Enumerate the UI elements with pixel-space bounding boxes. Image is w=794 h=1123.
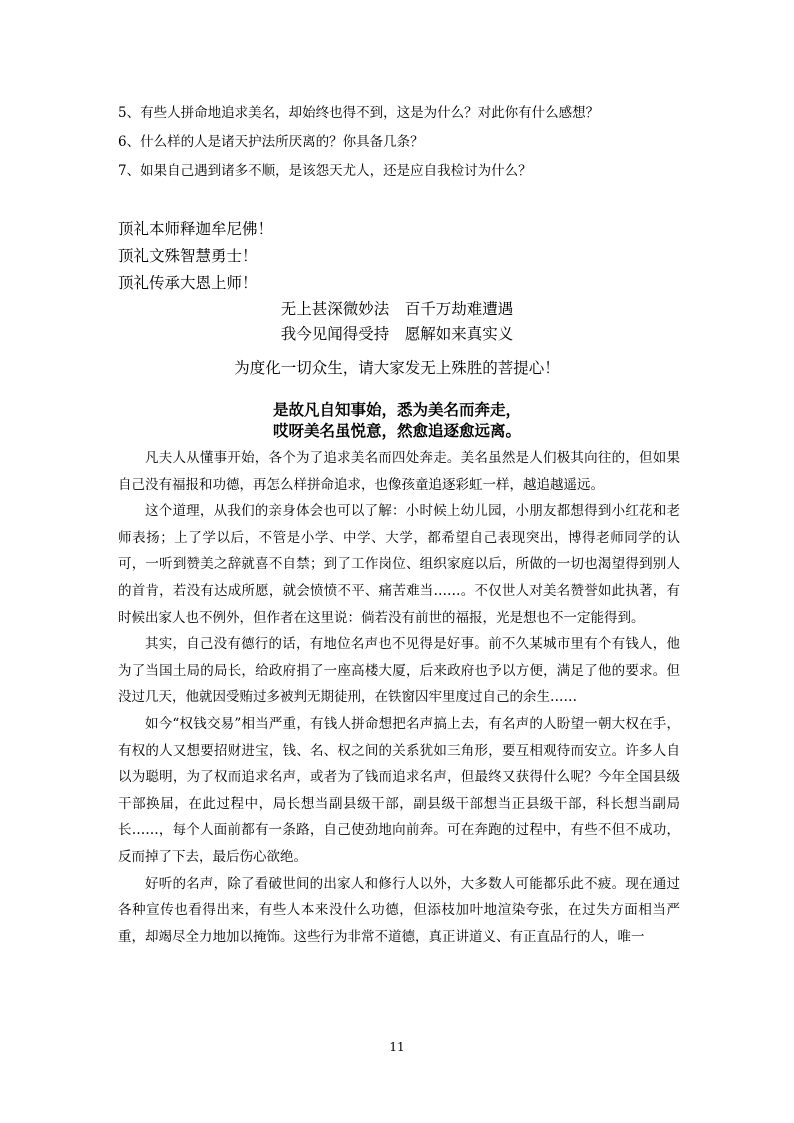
root-verse-line-2: 哎呀美名虽悦意，然愈追逐愈远离。 bbox=[272, 422, 521, 440]
question-6: 6、什么样的人是诸天护法所厌离的？你具备几条？ bbox=[118, 134, 424, 150]
question-7: 7、如果自己遇到诸多不顺，是该怨天尤人，还是应自我检讨为什么？ bbox=[118, 163, 532, 179]
paragraph: 凡夫人从懂事开始，各个为了追求美名而四处奔走。美名虽然是人们极其向往的，但如果自己没有福报和功德，再怎么样拼命追求，也像孩童追逐彩虹一样，越追越遥远。 bbox=[118, 450, 680, 493]
commentary-body bbox=[118, 445, 680, 950]
homage-buddha: 顶礼本师释迦牟尼佛！ bbox=[118, 220, 274, 238]
root-verse-line-1: 是故凡自知事始，悉为美名而奔走， bbox=[272, 401, 521, 419]
homage-guru: 顶礼传承大恩上师！ bbox=[118, 274, 258, 292]
bodhicitta-exhortation: 为度化一切众生，请大家发无上殊胜的菩提心！ bbox=[234, 359, 560, 377]
question-5: 5、有些人拼命地追求美名，却始终也得不到，这是为什么？对此你有什么感想？ bbox=[118, 105, 600, 121]
paragraph: 如今“权钱交易”相当严重，有钱人拼命想把名声搞上去，有名声的人盼望一朝大权在手，有权的人又想要招财进宝，钱、名、权之间的关系犹如三角形，要互相观待而安立。许多人自以为聪明，为了权而追求名声，或者为了钱而追求名声，但最终又获得什么呢？今年全国县级干部换届，在此过程中，局长想当副县级干部，副县级干部想当正县级干部，科长想当副局长……，每个人面前都有一条路，自己使劲地向前奔。可在奔跑的过程中，有些不但不成功，反而掉了下去，最后伤心欲绝。 bbox=[118, 715, 680, 865]
opening-verse-line-1: 无上甚深微妙法 百千万劫难遭遇 bbox=[280, 300, 514, 318]
paragraph: 其实，自己没有德行的话，有地位名声也不见得是好事。前不久某城市里有个有钱人，他为了当国土局的局长，给政府捐了一座高楼大厦，后来政府也予以方便，满足了他的要求。但没过几天，他就因受贿过多被判无期徒刑，在铁窗囚牢里度过自己的余生…… bbox=[118, 636, 680, 706]
paragraph: 这个道理，从我们的亲身体会也可以了解：小时候上幼儿园，小朋友都想得到小红花和老师表扬；上了学以后，不管是小学、中学、大学，都希望自己表现突出，博得老师同学的认可，一听到赞美之辞就喜不自禁；到了工作岗位、组织家庭以后，所做的一切也渴望得到别人的首肯，若没有达成所愿，就会愤愤不平、痛苦难当……。不仅世人对美名赞誉如此执著，有时候出家人也不例外，但作者在这里说：倘若没有前世的福报，光是想也不一定能得到。 bbox=[118, 503, 680, 626]
paragraph: 好听的名声，除了看破世间的出家人和修行人以外，大多数人可能都乐此不疲。现在通过各种宣传也看得出来，有些人本来没什么功德，但添枝加叶地渲染夸张，在过失方面相当严重，却竭尽全力地加以掩饰。这些行为非常不道德，真正讲道义、有正直品行的人，唯一 bbox=[118, 875, 680, 945]
opening-verse-line-2: 我今见闻得受持 愿解如来真实义 bbox=[280, 325, 514, 343]
homage-manjushri: 顶礼文殊智慧勇士！ bbox=[118, 247, 258, 265]
page-number: 11 bbox=[389, 1040, 405, 1054]
